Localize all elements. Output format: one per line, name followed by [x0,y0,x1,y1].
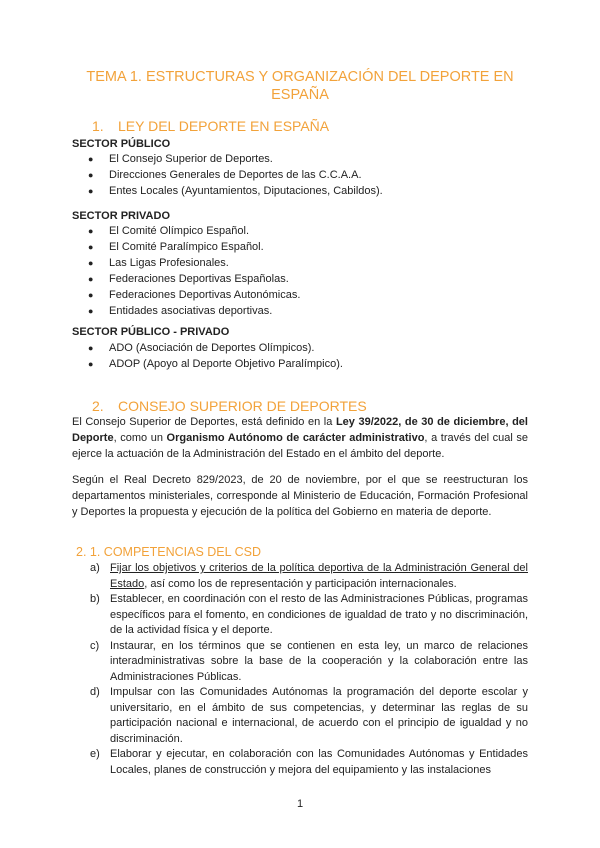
csd-definition-paragraph: El Consejo Superior de Deportes, está definido en la Ley 39/2022, de 30 de diciembre, del Deporte, como un Organismo Autónomo de carácter administrativo, a través del cual se ejerce la actuación de la Administración del Estado en el ámbito del deporte. [72,416,529,460]
bullet-icon: ● [88,154,94,164]
bullet-icon: ● [88,343,94,353]
sector-mixto-list [72,340,528,372]
sector-publico-label: SECTOR PÚBLICO [72,138,171,150]
section-1-heading [92,118,329,134]
list-item: c) Instaurar, en los términos que se contienen en esta ley, un marco de relaciones interadministrativas sobre la base de la cooperación y la colaboración entre las Administraciones Públicas. [90,639,528,683]
list-item: a) Fijar los objetivos y criterios de la política deportiva de la Administración General del Estado, así como los de representación y participación internacionales. [90,562,528,590]
sector-privado-label: SECTOR PRIVADO [72,210,170,222]
bullet-icon: ● [88,290,94,300]
competencias-heading: 2. 1. COMPETENCIAS DEL CSD [76,545,261,559]
sector-privado-list [72,223,528,319]
section-1-title: LEY DEL DEPORTE EN ESPAÑA [118,118,330,134]
competencias-list [72,561,528,778]
list-item: b) Establecer, en coordinación con el resto de las Administraciones Públicas, programas específicos para el fomento, en condiciones de igualdad de trato y no discriminación, de la actividad física y el deporte. [90,593,528,636]
sector-publico-list [72,151,528,199]
section-1-number: 1. [92,118,104,134]
section-2-heading [92,398,367,414]
bullet-icon: ● [88,306,94,316]
list-item: ● Federaciones Deportivas Españolas. [88,273,289,285]
list-item: ● El Comité Paralímpico Español. [88,241,264,253]
list-item: d) Impulsar con las Comunidades Autónomas la programación del deporte escolar y universitario, en el ámbito de sus competencias, y determinar las reglas de su participación nacional e internacional, de acuerdo con el principio de igualdad y no discriminación. [90,686,528,745]
page-number: 1 [296,798,304,810]
list-item: ● El Consejo Superior de Deportes. [88,153,273,165]
list-item: e) Elaborar y ejecutar, en colaboración con las Comunidades Autónomas y Entidades Locales, planes de construcción y mejora del equipamiento y las instalaciones [90,748,528,776]
list-item: ● ADO (Asociación de Deportes Olímpicos). [88,342,315,354]
list-item: ● Las Ligas Profesionales. [88,257,229,269]
page-title: TEMA 1. ESTRUCTURAS Y ORGANIZACIÓN DEL DEPORTE EN ESPAÑA [86,69,514,103]
list-item: ● El Comité Olímpico Español. [88,225,249,237]
real-decreto-paragraph: Según el Real Decreto 829/2023, de 20 de noviembre, por el que se reestructuran los departamentos ministeriales, corresponde al Ministerio de Educación, Formación Profesional y Deportes la propuesta y ejecución de la política del Gobierno en materia de deporte. [72,474,528,518]
list-item: ● Entidades asociativas deportivas. [88,305,273,317]
bullet-icon: ● [88,186,94,196]
bullet-icon: ● [88,170,94,180]
list-item: ● Federaciones Deportivas Autonómicas. [88,289,301,301]
bullet-icon: ● [88,359,94,369]
bullet-icon: ● [88,258,94,268]
sector-mixto-label: SECTOR PÚBLICO - PRIVADO [72,326,230,338]
list-item: ● Entes Locales (Ayuntamientos, Diputaciones, Cabildos). [88,185,383,197]
section-2-number: 2. [92,398,104,414]
list-item: ● ADOP (Apoyo al Deporte Objetivo Paralímpico). [88,358,343,370]
bullet-icon: ● [88,226,94,236]
bullet-icon: ● [88,274,94,284]
section-2-title: CONSEJO SUPERIOR DE DEPORTES [118,398,367,414]
bullet-icon: ● [88,242,94,252]
list-item: ● Direcciones Generales de Deportes de las C.C.A.A. [88,169,362,181]
